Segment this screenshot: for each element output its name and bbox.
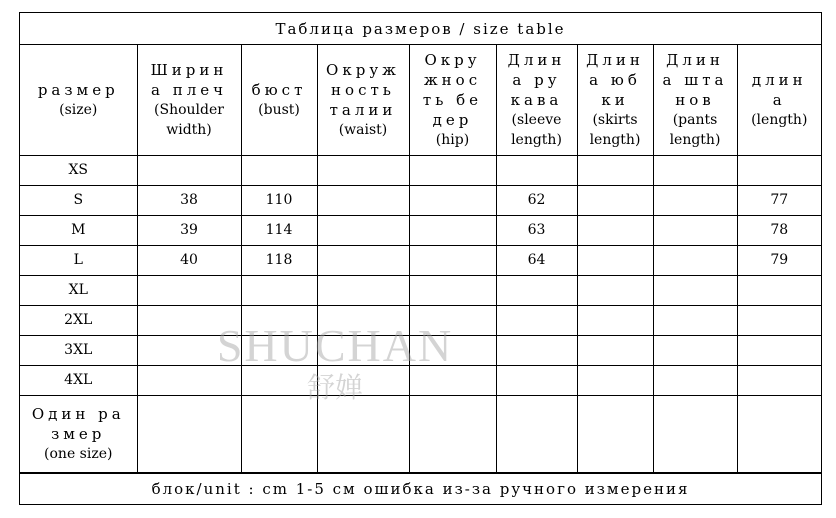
header-skirt-en: (skirts length) bbox=[589, 111, 641, 148]
cell-sleeve bbox=[496, 335, 577, 365]
size-chart bbox=[19, 12, 822, 505]
one-size-label-en: (one size) bbox=[44, 446, 113, 462]
cell-hip bbox=[409, 335, 496, 365]
cell-bust bbox=[241, 275, 317, 305]
cell-pants bbox=[653, 305, 737, 335]
cell-bust bbox=[241, 155, 317, 185]
header-pants-ru: Длин а шта нов bbox=[662, 50, 728, 109]
cell-hip bbox=[409, 365, 496, 395]
header-shoulder-en: (Shoulder width) bbox=[154, 101, 224, 138]
cell-hip bbox=[409, 305, 496, 335]
cell-sleeve bbox=[496, 395, 577, 473]
cell-length bbox=[737, 155, 821, 185]
cell-shoulder bbox=[137, 305, 241, 335]
header-sleeve bbox=[496, 45, 577, 155]
cell-shoulder: 39 bbox=[137, 215, 241, 245]
header-waist-en: (waist) bbox=[338, 121, 388, 138]
cell-size: 4XL bbox=[20, 365, 137, 395]
cell-length bbox=[737, 335, 821, 365]
cell-length bbox=[737, 275, 821, 305]
header-pants-en: (pants length) bbox=[669, 111, 721, 148]
watermark-subtext: 舒婵 bbox=[306, 371, 363, 404]
cell-shoulder bbox=[137, 155, 241, 185]
header-sleeve-en: (sleeve length) bbox=[511, 111, 562, 148]
header-shoulder bbox=[137, 45, 241, 155]
table-row-one-size bbox=[20, 395, 821, 473]
cell-sleeve bbox=[496, 365, 577, 395]
cell-sleeve: 63 bbox=[496, 215, 577, 245]
cell-bust bbox=[241, 395, 317, 473]
table-row bbox=[20, 335, 821, 365]
cell-sleeve bbox=[496, 155, 577, 185]
cell-waist bbox=[317, 245, 409, 275]
cell-skirt bbox=[577, 245, 653, 275]
table-row bbox=[20, 245, 821, 275]
cell-skirt bbox=[577, 365, 653, 395]
cell-skirt bbox=[577, 305, 653, 335]
cell-pants bbox=[653, 335, 737, 365]
cell-shoulder bbox=[137, 395, 241, 473]
table-row bbox=[20, 155, 821, 185]
cell-hip bbox=[409, 155, 496, 185]
cell-skirt bbox=[577, 275, 653, 305]
header-bust-ru: бюст bbox=[251, 80, 307, 99]
cell-shoulder: 40 bbox=[137, 245, 241, 275]
cell-hip bbox=[409, 275, 496, 305]
cell-pants bbox=[653, 365, 737, 395]
cell-bust: 118 bbox=[241, 245, 317, 275]
header-bust bbox=[241, 45, 317, 155]
table-row bbox=[20, 215, 821, 245]
cell-pants bbox=[653, 245, 737, 275]
cell-waist bbox=[317, 395, 409, 473]
cell-pants bbox=[653, 185, 737, 215]
cell-bust bbox=[241, 365, 317, 395]
cell-shoulder bbox=[137, 365, 241, 395]
cell-size: S bbox=[20, 185, 137, 215]
header-skirt bbox=[577, 45, 653, 155]
cell-waist bbox=[317, 365, 409, 395]
header-pants bbox=[653, 45, 737, 155]
cell-length bbox=[737, 395, 821, 473]
cell-waist bbox=[317, 155, 409, 185]
size-table bbox=[20, 45, 821, 474]
header-length-ru: длин а bbox=[751, 70, 807, 109]
header-hip bbox=[409, 45, 496, 155]
cell-size-one-size bbox=[20, 395, 137, 473]
header-skirt-ru: Длин а юб ки bbox=[586, 50, 644, 109]
cell-skirt bbox=[577, 185, 653, 215]
cell-sleeve bbox=[496, 305, 577, 335]
table-title: Таблица размеров / size table bbox=[20, 13, 821, 45]
header-length-en: (length) bbox=[751, 111, 808, 128]
cell-skirt bbox=[577, 155, 653, 185]
cell-waist bbox=[317, 335, 409, 365]
cell-bust bbox=[241, 335, 317, 365]
cell-skirt bbox=[577, 335, 653, 365]
cell-length: 79 bbox=[737, 245, 821, 275]
cell-skirt bbox=[577, 395, 653, 473]
header-length bbox=[737, 45, 821, 155]
cell-shoulder bbox=[137, 275, 241, 305]
table-row bbox=[20, 305, 821, 335]
cell-length bbox=[737, 365, 821, 395]
cell-length: 77 bbox=[737, 185, 821, 215]
unit-footer: блок/unit : cm 1-5 см ошибка из-за ручного измерения bbox=[20, 472, 821, 504]
header-sleeve-ru: Длин а ру кава bbox=[507, 50, 566, 109]
one-size-label-ru: Один ра змер bbox=[31, 405, 125, 443]
cell-length bbox=[737, 305, 821, 335]
cell-bust: 114 bbox=[241, 215, 317, 245]
cell-bust bbox=[241, 305, 317, 335]
cell-pants bbox=[653, 155, 737, 185]
cell-pants bbox=[653, 395, 737, 473]
cell-size: 3XL bbox=[20, 335, 137, 365]
cell-waist bbox=[317, 215, 409, 245]
header-row bbox=[20, 45, 821, 155]
cell-length: 78 bbox=[737, 215, 821, 245]
cell-size: L bbox=[20, 245, 137, 275]
header-size-ru: размер bbox=[37, 80, 119, 99]
cell-shoulder: 38 bbox=[137, 185, 241, 215]
cell-size: XS bbox=[20, 155, 137, 185]
cell-waist bbox=[317, 305, 409, 335]
table-row bbox=[20, 275, 821, 305]
watermark-text: SHUCHAN bbox=[216, 320, 454, 371]
cell-hip bbox=[409, 395, 496, 473]
cell-size: XL bbox=[20, 275, 137, 305]
cell-pants bbox=[653, 275, 737, 305]
cell-sleeve: 64 bbox=[496, 245, 577, 275]
header-hip-en: (hip) bbox=[435, 131, 470, 148]
cell-sleeve: 62 bbox=[496, 185, 577, 215]
table-row bbox=[20, 365, 821, 395]
header-hip-ru: Окру жнос ть бе дер bbox=[422, 50, 483, 129]
cell-skirt bbox=[577, 215, 653, 245]
header-size-en: (size) bbox=[59, 101, 98, 118]
cell-hip bbox=[409, 245, 496, 275]
header-waist-ru: Окруж ность талии bbox=[326, 60, 400, 119]
header-shoulder-ru: Ширин а плеч bbox=[150, 60, 228, 99]
cell-bust: 110 bbox=[241, 185, 317, 215]
cell-sleeve bbox=[496, 275, 577, 305]
header-size bbox=[20, 45, 137, 155]
table-row bbox=[20, 185, 821, 215]
cell-size: M bbox=[20, 215, 137, 245]
cell-pants bbox=[653, 215, 737, 245]
header-waist bbox=[317, 45, 409, 155]
header-bust-en: (bust) bbox=[258, 101, 300, 118]
cell-shoulder bbox=[137, 335, 241, 365]
cell-waist bbox=[317, 275, 409, 305]
cell-size: 2XL bbox=[20, 305, 137, 335]
cell-waist bbox=[317, 185, 409, 215]
cell-hip bbox=[409, 215, 496, 245]
cell-hip bbox=[409, 185, 496, 215]
